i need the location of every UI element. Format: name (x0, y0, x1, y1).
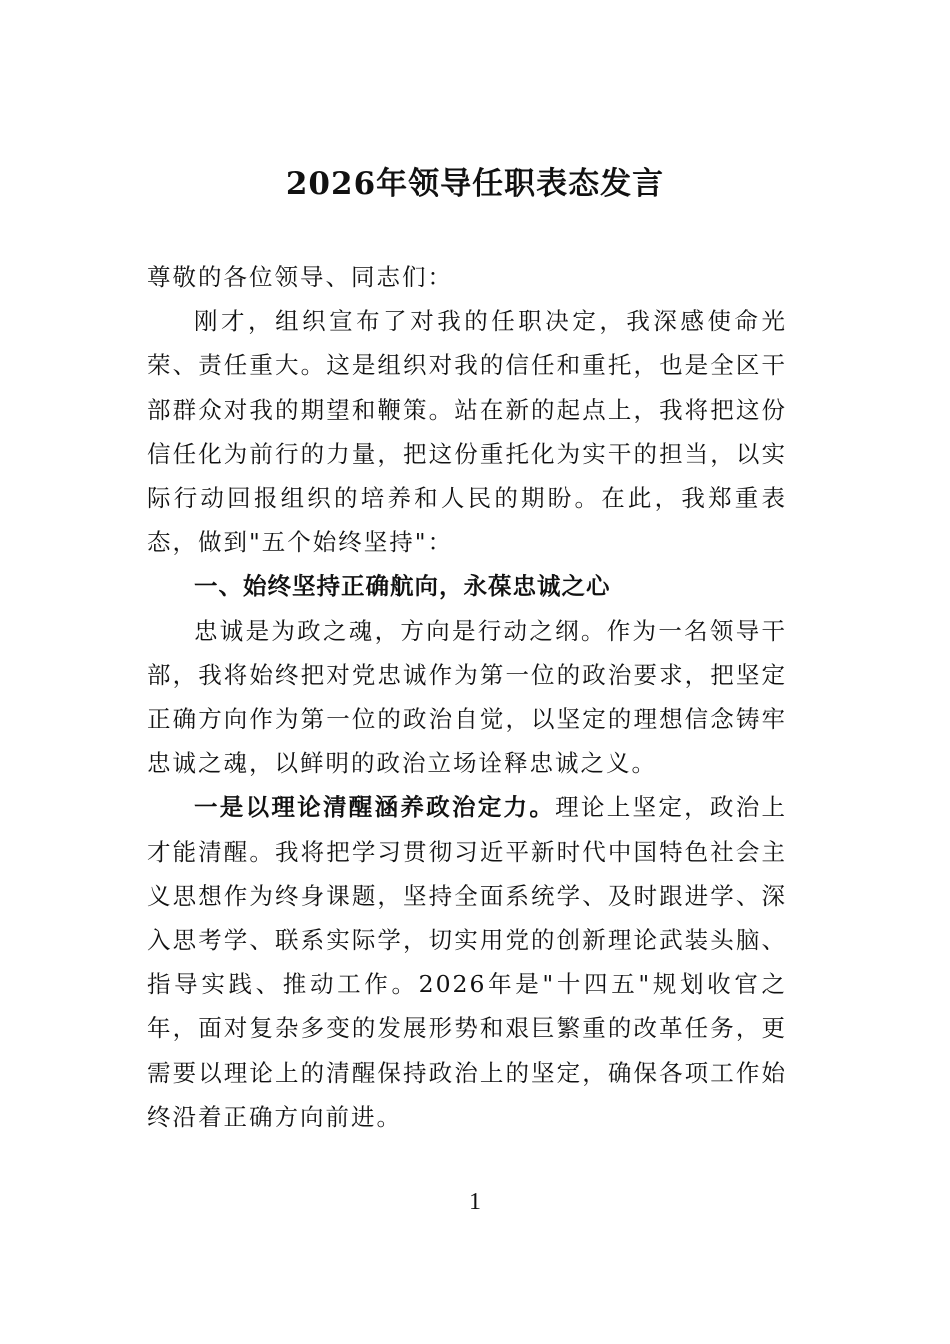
page-number: 1 (469, 1189, 481, 1215)
section-heading-1: 一、始终坚持正确航向，永葆忠诚之心 (194, 572, 611, 601)
document-body (147, 255, 787, 1139)
paragraph-intro: 刚才，组织宣布了对我的任职决定，我深感使命光荣、责任重大。这是组织对我的信任和重托，也是全区干部群众对我的期望和鞭策。站在新的起点上，我将把这份信任化为前行的力量，把这份重托化为实干的担当，以实际行动回报组织的培养和人民的期盼。在此，我郑重表态，做到"五个始终坚持"： (147, 307, 787, 557)
paragraph-body-text: 理论上坚定，政治上才能清醒。我将把学习贯彻习近平新时代中国特色社会主义思想作为终身课题，坚持全面系统学、及时跟进学、深入思考学、联系实际学，切实用党的创新理论武装头脑、指导实践、推动工作。2026年是"十四五"规划收官之年，面对复杂多变的发展形势和艰巨繁重的改革任务，更需要以理论上的清醒保持政治上的坚定，确保各项工作始终沿着正确方向前进。 (147, 793, 788, 1131)
paragraph-theory (147, 785, 787, 1139)
paragraph-lead-text: 一是以理论清醒涵养政治定力。 (194, 793, 556, 822)
salutation: 尊敬的各位领导、同志们： (147, 263, 453, 291)
paragraph-loyalty: 忠诚是为政之魂，方向是行动之纲。作为一名领导干部，我将始终把对党忠诚作为第一位的政治要求，把坚定正确方向作为第一位的政治自觉，以坚定的理想信念铸牢忠诚之魂，以鲜明的政治立场诠释忠诚之义。 (147, 616, 787, 778)
document-title: 2026年领导任职表态发言 (285, 166, 665, 202)
